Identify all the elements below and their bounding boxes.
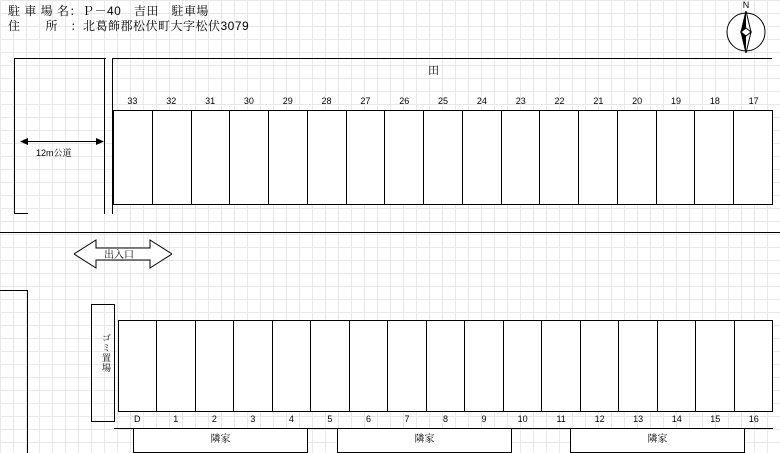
gomi-area-line-bottom (91, 421, 115, 422)
parking-stall[interactable] (735, 321, 772, 411)
boundary-line-top-left-horizontal (14, 58, 106, 59)
parking-stall[interactable] (540, 111, 579, 204)
stall-number: 28 (321, 96, 332, 106)
stall-number: 20 (632, 96, 643, 106)
stall-number: 12 (594, 414, 605, 424)
parking-stall[interactable] (269, 111, 308, 204)
stall-number: 3 (250, 414, 256, 424)
parking-stall[interactable] (734, 111, 772, 204)
stall-number: 1 (173, 414, 179, 424)
boundary-line-middle-horizontal (0, 232, 780, 233)
parking-stall[interactable] (502, 111, 541, 204)
parking-stall[interactable] (192, 111, 231, 204)
stall-number: 19 (671, 96, 682, 106)
stall-number: 21 (593, 96, 604, 106)
stall-number: 13 (633, 414, 644, 424)
boundary-line-top-right-horizontal (112, 58, 772, 59)
stall-number: 23 (515, 96, 526, 106)
parking-stall[interactable] (465, 321, 503, 411)
stall-number: 15 (710, 414, 721, 424)
parking-stall[interactable] (350, 321, 388, 411)
stall-number: 9 (481, 414, 487, 424)
north-stall-number-row (113, 96, 773, 106)
stall-number: 30 (243, 96, 254, 106)
neighbor-house-label: 隣家 (647, 434, 668, 445)
stall-number: 8 (443, 414, 449, 424)
parking-stall[interactable] (230, 111, 269, 204)
stall-number: 6 (365, 414, 371, 424)
stall-number: 31 (205, 96, 216, 106)
stall-number: 22 (554, 96, 565, 106)
road-width-arrow-icon (20, 133, 104, 142)
stall-number: 32 (166, 96, 177, 106)
stall-number: 14 (671, 414, 682, 424)
parking-stall[interactable] (153, 111, 192, 204)
parking-stall[interactable] (542, 321, 580, 411)
stall-number: 2 (211, 414, 217, 424)
road-edge-line-left (104, 58, 105, 214)
stall-number: 16 (748, 414, 759, 424)
stall-number: 27 (360, 96, 371, 106)
parking-stall[interactable] (114, 111, 153, 204)
stall-number: 10 (517, 414, 528, 424)
entrance-label: 出入口 (104, 250, 134, 261)
neighbor-house-box (337, 429, 512, 453)
stall-number: 26 (399, 96, 410, 106)
parking-stall[interactable] (234, 321, 272, 411)
parking-stall[interactable] (157, 321, 195, 411)
parking-stall[interactable] (385, 111, 424, 204)
neighbor-house-box (570, 429, 745, 453)
gomi-label: ゴミ置場 (101, 333, 111, 373)
south-parking-block (118, 320, 773, 412)
field-label: 田 (428, 65, 439, 77)
stall-number: 29 (282, 96, 293, 106)
parking-stall[interactable] (273, 321, 311, 411)
gomi-area-line-left (91, 304, 92, 422)
north-parking-block (113, 110, 773, 205)
address-line: 住 所 ：北葛飾郡松伏町大字松伏3079 (8, 19, 250, 33)
neighbor-house-label: 隣家 (210, 434, 231, 445)
gomi-area-line-right (114, 304, 115, 422)
boundary-line-left-bottom-horizontal (14, 213, 28, 214)
page-title: 駐 車 場 名：Ｐ－40 吉田 駐車場 (8, 4, 209, 18)
stall-number: 11 (556, 414, 566, 424)
neighbor-house-label: 隣家 (414, 434, 435, 445)
parking-stall[interactable] (504, 321, 542, 411)
south-stall-number-row (118, 414, 773, 424)
road-width-label: 12m公道 (36, 148, 72, 158)
parking-stall[interactable] (347, 111, 386, 204)
parking-stall[interactable] (119, 321, 157, 411)
stall-number: 4 (288, 414, 294, 424)
parking-stall[interactable] (696, 321, 734, 411)
stall-number: 7 (404, 414, 410, 424)
parking-stall[interactable] (658, 321, 696, 411)
parking-stall[interactable] (657, 111, 696, 204)
stall-number: 5 (327, 414, 333, 424)
parking-stall[interactable] (618, 111, 657, 204)
parking-stall[interactable] (424, 111, 463, 204)
parking-stall[interactable] (308, 111, 347, 204)
stall-number: D (134, 414, 141, 424)
compass-label: N (742, 0, 750, 10)
gomi-area-line-top (91, 304, 115, 305)
boundary-line-lower-left-vertical (27, 290, 28, 453)
boundary-line-left-vertical (14, 58, 15, 214)
stall-number: 17 (748, 96, 759, 106)
parking-stall[interactable] (619, 321, 657, 411)
compass-north-icon (720, 2, 772, 54)
parking-stall[interactable] (196, 321, 234, 411)
stall-number: 33 (127, 96, 138, 106)
parking-stall[interactable] (581, 321, 619, 411)
parking-stall[interactable] (695, 111, 734, 204)
parking-stall[interactable] (427, 321, 465, 411)
stall-number: 25 (438, 96, 449, 106)
parking-stall[interactable] (463, 111, 502, 204)
stall-number: 18 (709, 96, 720, 106)
neighbor-house-box (133, 429, 308, 453)
parking-stall[interactable] (579, 111, 618, 204)
stall-number: 24 (476, 96, 487, 106)
boundary-line-lower-left-horizontal (0, 290, 28, 291)
parking-stall[interactable] (311, 321, 349, 411)
parking-stall[interactable] (388, 321, 426, 411)
